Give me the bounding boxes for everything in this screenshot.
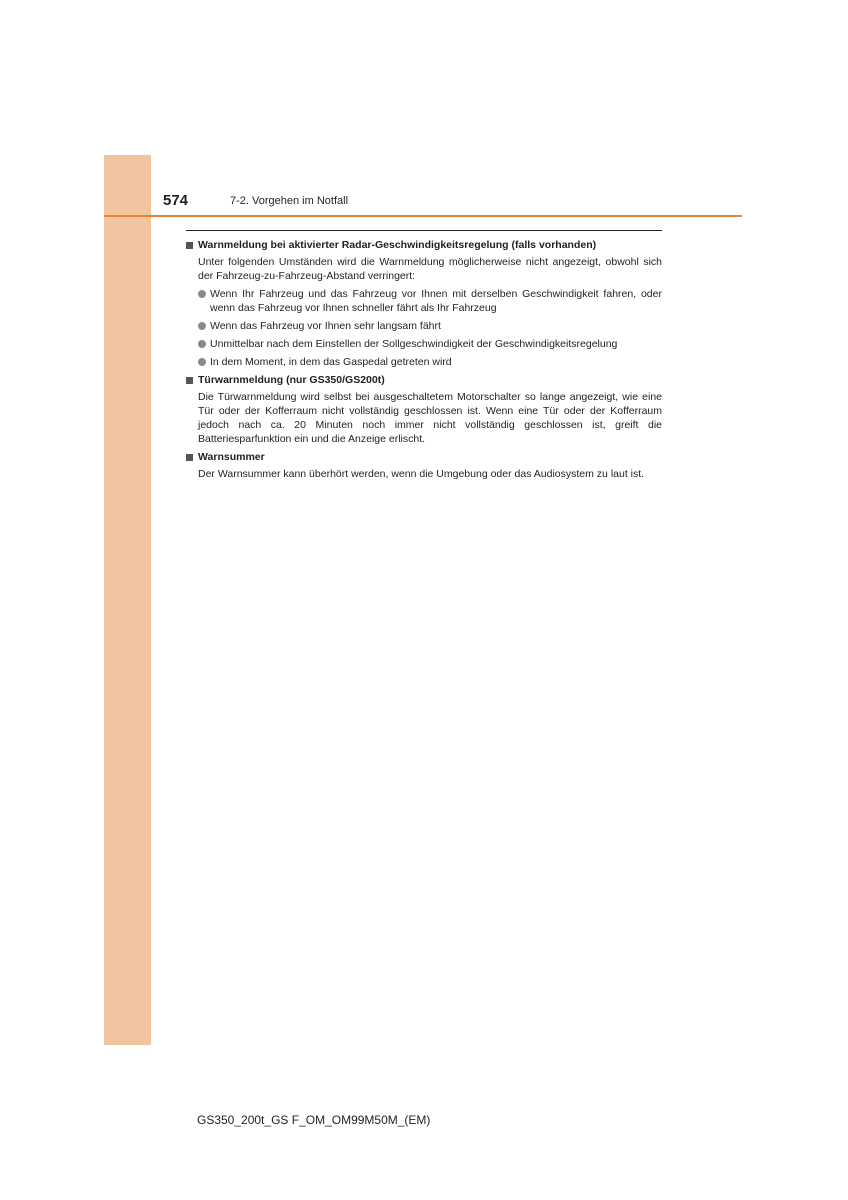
square-bullet-icon (186, 242, 193, 249)
circle-bullet-icon (198, 340, 206, 348)
header-rule (104, 215, 742, 217)
list-item (198, 355, 662, 369)
section-paragraph: Unter folgenden Umständen wird die Warnmeldung möglicherweise nicht angezeigt, obwohl sich der Fahrzeug-zu-Fahrzeug-Abstand verringert: (198, 256, 662, 282)
section-heading-text: Warnmeldung bei aktivierter Radar-Geschwindigkeitsregelung (falls vorhanden) (198, 239, 597, 251)
list-item-text: In dem Moment, in dem das Gaspedal getreten wird (210, 356, 452, 368)
section-title: 7-2. Vorgehen im Notfall (230, 195, 349, 207)
list-item (198, 287, 662, 315)
section-heading (186, 450, 662, 464)
document-code-footer: GS350_200t_GS F_OM_OM99M50M_(EM) (197, 1113, 431, 1127)
chapter-side-tab (104, 155, 151, 1045)
circle-bullet-icon (198, 358, 206, 366)
section-heading (186, 373, 662, 387)
section-radar-warning (186, 238, 662, 369)
section-paragraph: Die Türwarnmeldung wird selbst bei ausgeschaltetem Motorschalter so lange angezeigt, wie eine Tür oder der Kofferraum nicht vollständig geschlossen ist. Wenn eine Tür oder der Kofferraum jedoch nach ca. 20 Minuten noch immer nicht vollständig geschlossen ist, greift die Batteriesparfunktion ein und die Anzeige erlischt. (198, 391, 662, 445)
section-heading (186, 238, 662, 252)
section-buzzer (186, 450, 662, 481)
content (186, 238, 662, 485)
list-item (198, 337, 662, 351)
square-bullet-icon (186, 454, 193, 461)
circle-bullet-icon (198, 290, 206, 298)
list-item-text: Unmittelbar nach dem Einstellen der Sollgeschwindigkeit der Geschwindigkeitsregelung (210, 338, 618, 350)
section-heading-text: Türwarnmeldung (nur GS350/GS200t) (198, 374, 385, 386)
square-bullet-icon (186, 377, 193, 384)
section-paragraph: Der Warnsummer kann überhört werden, wenn die Umgebung oder das Audiosystem zu laut ist. (198, 468, 645, 480)
section-door-warning (186, 373, 662, 446)
section-heading-text: Warnsummer (198, 451, 265, 463)
content-top-rule (186, 230, 662, 231)
page-number: 574 (163, 192, 189, 209)
circle-bullet-icon (198, 322, 206, 330)
list-item-text: Wenn Ihr Fahrzeug und das Fahrzeug vor Ihnen mit derselben Geschwindigkeit fahren, oder wenn das Fahrzeug vor Ihnen schneller fährt als Ihr Fahrzeug (210, 288, 662, 314)
list-item (198, 319, 662, 333)
list-item-text: Wenn das Fahrzeug vor Ihnen sehr langsam fährt (210, 320, 441, 332)
